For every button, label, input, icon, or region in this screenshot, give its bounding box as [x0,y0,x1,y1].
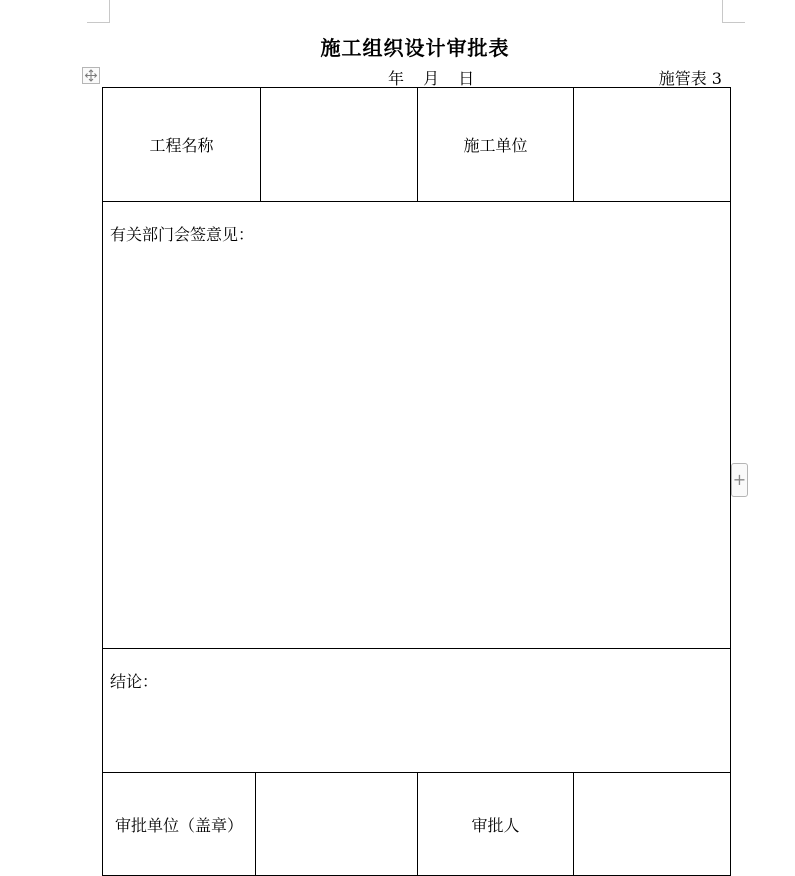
project-name-field[interactable] [261,88,418,202]
construction-unit-label: 施工单位 [418,88,574,202]
move-arrows-icon [83,68,99,83]
project-name-label: 工程名称 [103,88,261,202]
approver-label: 审批人 [418,773,574,876]
approval-form-table [102,87,731,876]
plus-icon: + [732,470,747,489]
dept-opinion-cell[interactable] [103,202,731,649]
conclusion-cell[interactable] [103,649,731,773]
form-number: 施管表 3 [658,69,722,88]
approver-field[interactable] [574,773,731,876]
add-column-button[interactable] [731,463,748,497]
table-move-handle[interactable] [82,67,100,84]
date-day: 日 [458,69,475,88]
date-line [388,66,488,89]
date-month: 月 [423,69,440,88]
page-corner-mark-right [722,0,745,23]
conclusion-label: 结论： [110,672,159,691]
approval-unit-field[interactable] [256,773,418,876]
construction-unit-field[interactable] [574,88,731,202]
document-title: 施工组织设计审批表 [320,36,510,60]
page-corner-mark-left [87,0,110,23]
approval-unit-label: 审批单位（盖章） [103,773,256,876]
dept-opinion-label: 有关部门会签意见： [110,225,255,244]
date-year: 年 [388,69,405,88]
